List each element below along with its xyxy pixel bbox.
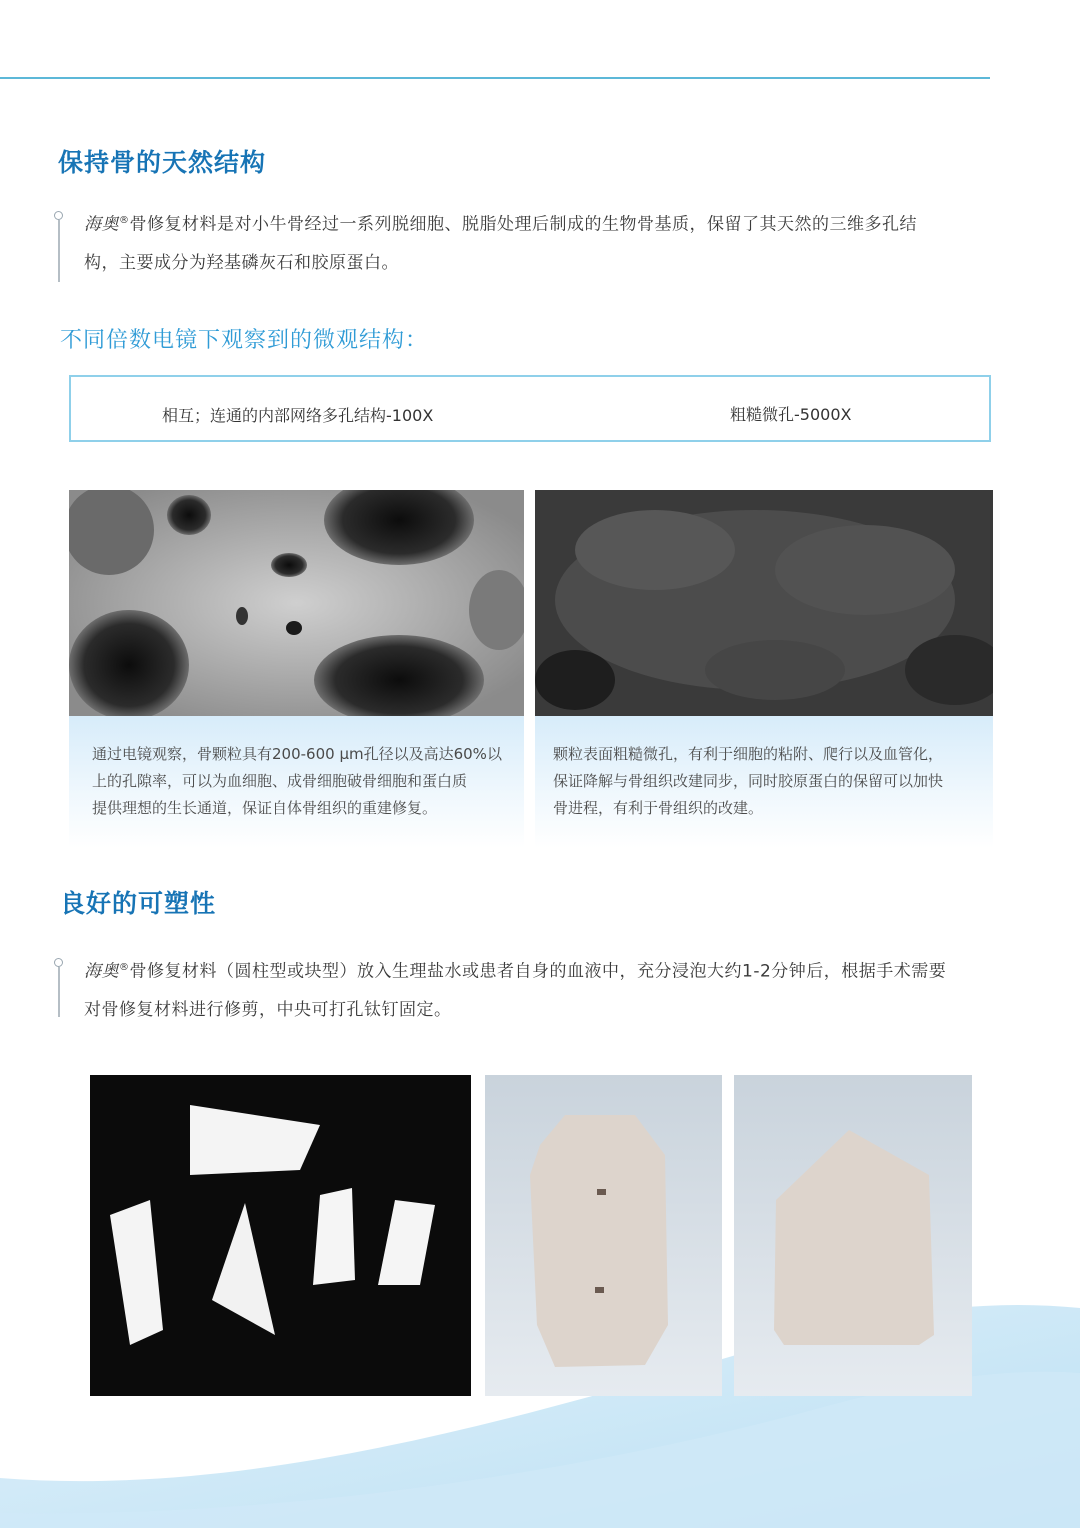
section3-title: 良好的可塑性: [60, 889, 217, 918]
label-100x: 相互；连通的内部网络多孔结构-100X: [162, 406, 434, 425]
product-photo-pieces: [90, 1075, 471, 1396]
sem-image-5000x: [535, 490, 993, 716]
section1-title: 保持骨的天然结构: [58, 148, 267, 177]
paragraph-marker-icon: [54, 211, 64, 282]
section2-title: 不同倍数电镜下观察到的微观结构：: [60, 328, 429, 353]
magnification-label-box: [69, 375, 991, 442]
product-photo-block-drilled: [485, 1075, 722, 1396]
brand-name: 海奥: [84, 961, 119, 982]
product-photo-block-shaped: [734, 1075, 972, 1396]
paragraph-marker-icon: [54, 958, 64, 1017]
brand-name: 海奥: [84, 214, 119, 235]
top-rule: [0, 77, 990, 79]
caption-5000x: 颗粒表面粗糙微孔，有利于细胞的粘附、爬行以及血管化， 保证降解与骨组织改建同步，同时胶原蛋白的保留可以加快 骨进程，有利于骨组织的改建。: [553, 745, 944, 817]
section3-paragraph: 海奥®骨修复材料（圆柱型或块型）放入生理盐水或患者自身的血液中，充分浸泡大约1-2分钟后，根据手术需要 对骨修复材料进行修剪，中央可打孔钛钉固定。: [84, 961, 947, 1020]
caption-100x: 通过电镜观察，骨颗粒具有200-600 μm孔径以及高达60%以 上的孔隙率，可以为血细胞、成骨细胞破骨细胞和蛋白质 提供理想的生长通道，保证自体骨组织的重建修复。: [92, 745, 502, 817]
label-5000x: 粗糙微孔-5000X: [730, 405, 852, 424]
sem-image-100x: [69, 490, 524, 716]
section1-paragraph: 海奥®骨修复材料是对小牛骨经过一系列脱细胞、脱脂处理后制成的生物骨基质，保留了其天然的三维多孔结 构，主要成分为羟基磷灰石和胶原蛋白。: [84, 214, 917, 273]
